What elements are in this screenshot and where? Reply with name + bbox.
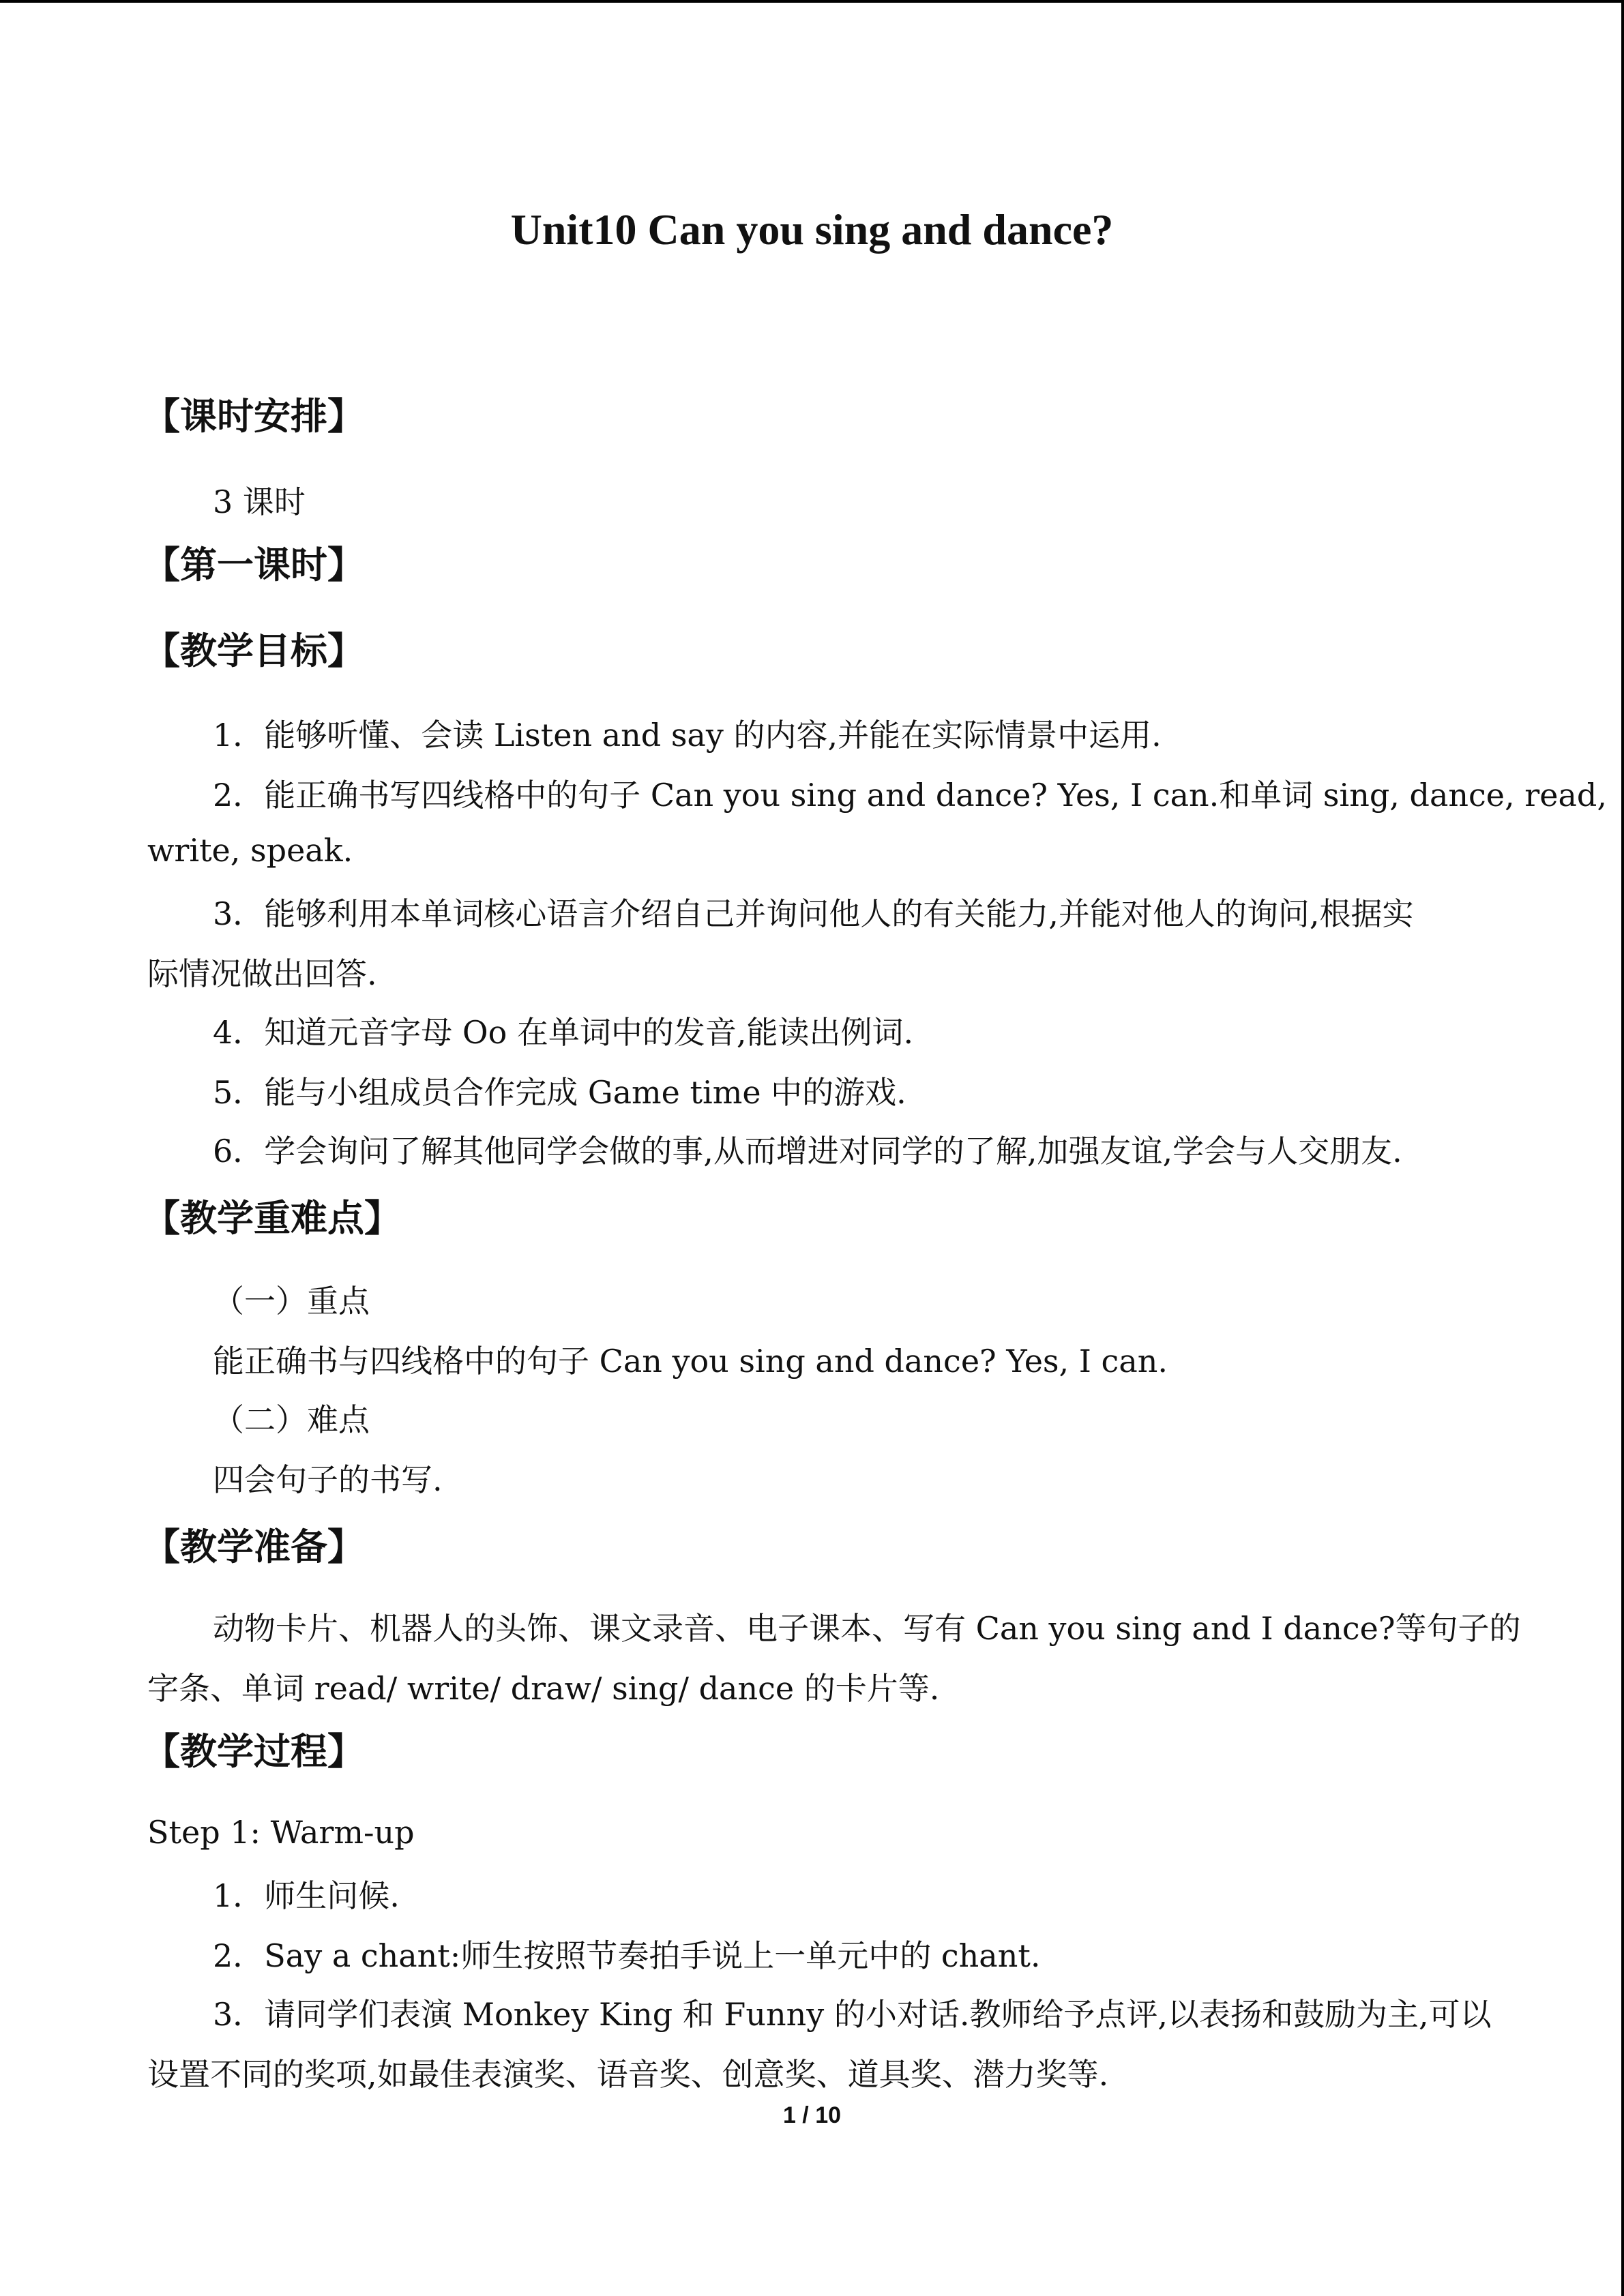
step1-item1: 1．师生问候.	[213, 1877, 400, 1914]
step1-item2: 2．Say a chant:师生按照节奏拍手说上一单元中的 chant.	[213, 1937, 1041, 1974]
heading-first-lesson: 【第一课时】	[143, 543, 364, 586]
document-title: Unit10 Can you sing and dance?	[510, 205, 1114, 254]
objective-4: 4．知道元音字母 Oo 在单词中的发音,能读出例词.	[213, 1014, 914, 1051]
page-number: 1 / 10	[782, 2102, 842, 2128]
step1-title: Step 1: Warm-up	[147, 1814, 415, 1851]
heading-objectives: 【教学目标】	[143, 629, 364, 672]
objective-3-line2: 际情况做出回答.	[147, 955, 377, 992]
step1-item3-line2: 设置不同的奖项,如最佳表演奖、语音奖、创意奖、道具奖、潜力奖等.	[147, 2056, 1109, 2093]
difficult-label: （二）难点	[213, 1401, 370, 1438]
objective-1: 1．能够听懂、会读 Listen and say 的内容,并能在实际情景中运用.	[213, 717, 1162, 754]
objective-2-line1: 2．能正确书写四线格中的句子 Can you sing and dance? Yes, I can.和单词 sing, dance, read,	[213, 777, 1607, 814]
page-right-border	[1621, 0, 1624, 2296]
objective-2-line2: write, speak.	[147, 832, 353, 869]
heading-schedule: 【课时安排】	[143, 395, 364, 438]
schedule-text: 3 课时	[213, 483, 306, 520]
heading-key-points: 【教学重难点】	[143, 1197, 401, 1240]
heading-preparation: 【教学准备】	[143, 1525, 364, 1568]
preparation-line2: 字条、单词 read/ write/ draw/ sing/ dance 的卡片等.	[147, 1670, 940, 1707]
heading-process: 【教学过程】	[143, 1730, 364, 1773]
step1-item3-line1: 3．请同学们表演 Monkey King 和 Funny 的小对话.教师给予点评,以表扬和鼓励为主,可以	[213, 1996, 1492, 2033]
objective-6: 6．学会询问了解其他同学会做的事,从而增进对同学的了解,加强友谊,学会与人交朋友.	[213, 1133, 1402, 1169]
objective-3-line1: 3．能够利用本单词核心语言介绍自己并询问他人的有关能力,并能对他人的询问,根据实	[213, 895, 1414, 932]
page-top-border	[0, 0, 1624, 3]
difficult-text: 四会句子的书写.	[213, 1461, 443, 1498]
key-text: 能正确书与四线格中的句子 Can you sing and dance? Yes, I can.	[213, 1343, 1168, 1380]
preparation-line1: 动物卡片、机器人的头饰、课文录音、电子课本、写有 Can you sing and I dance?等句子的	[213, 1610, 1521, 1647]
objective-5: 5．能与小组成员合作完成 Game time 中的游戏.	[213, 1074, 906, 1111]
key-label: （一）重点	[213, 1283, 370, 1320]
